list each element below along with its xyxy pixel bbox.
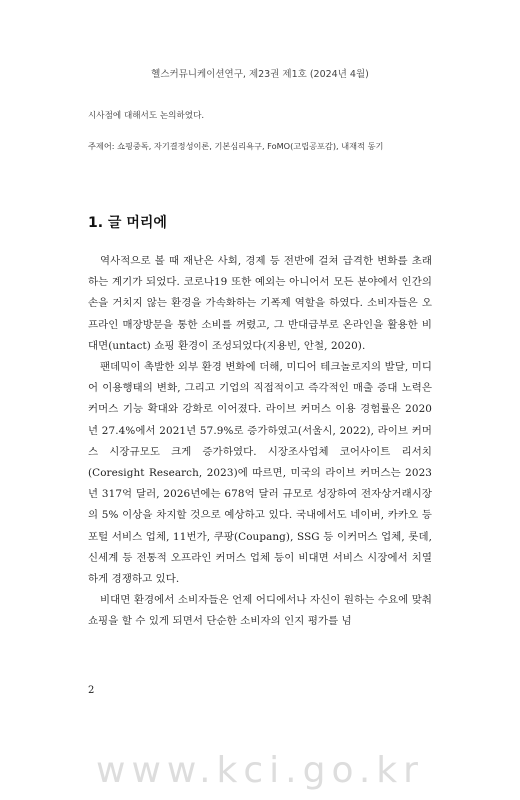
paragraph-1: 역사적으로 볼 때 재난은 사회, 경제 등 전반에 걸쳐 급격한 변화를 초래하는 계기가 되었다. 코로나19 또한 예외는 아니어서 모든 분야에서 인간의 손을 거치지 않는 환경을 가속화하는 기폭제 역할을 하였다. 소비자들은 오프라인 매장방문을 통한 소비를 꺼렸고, 그 반대급부로 온라인을 활용한 비대면(untact) 쇼핑 환경이 조성되었다(지용빈, 안철, 2020). bbox=[88, 255, 432, 352]
body-text bbox=[88, 251, 432, 633]
paragraph-2: 팬데믹이 촉발한 외부 환경 변화에 더해, 미디어 테크놀로지의 발달, 미디어 이용행태의 변화, 그리고 기업의 직접적이고 즉각적인 매출 증대 노력은 커머스 기능 확대와 강화로 이어졌다. 라이브 커머스 이용 경험률은 2020년 27.4%에서 2021년 57.9%로 증가하였고(서울시, 2022), 라이브 커머스 시장규모도 크게 증가하였다. 시장조사업체 코어사이트 리서치(Coresight Research, 2023)에 따르면, 미국의 라이브 커머스는 2023년 317억 달러, 2026년에는 678억 달러 규모로 성장하여 전자상거래시장의 5% 이상을 차지할 것으로 예상하고 있다. 국내에서도 네이버, 카카오 등 포털 서비스 업체, 11번가, 쿠팡(Coupang), SSG 등 이커머스 업체, 롯데, 신세계 등 전통적 오프라인 커머스 업체 등이 비대면 서비스 시장에서 치열하게 경쟁하고 있다. bbox=[88, 361, 432, 586]
keywords-line: 주제어: 쇼핑중독, 자기결정성이론, 기본심리욕구, FoMO(고립공포감), 내재적 동기 bbox=[88, 141, 384, 151]
running-head: 헬스커뮤니케이션연구, 제23권 제1호 (2024년 4월) bbox=[151, 69, 369, 80]
page-number: 2 bbox=[88, 685, 95, 696]
paragraph-3: 비대면 환경에서 소비자들은 언제 어디에서나 자신이 원하는 수요에 맞춰 쇼핑을 할 수 있게 되면서 단순한 소비자의 인지 평가를 넘 bbox=[88, 594, 432, 628]
abstract-tail: 시사점에 대해서도 논의하였다. bbox=[88, 111, 205, 121]
section-title: 1. 글 머리에 bbox=[88, 215, 167, 231]
watermark: www.kci.go.kr bbox=[96, 750, 424, 791]
